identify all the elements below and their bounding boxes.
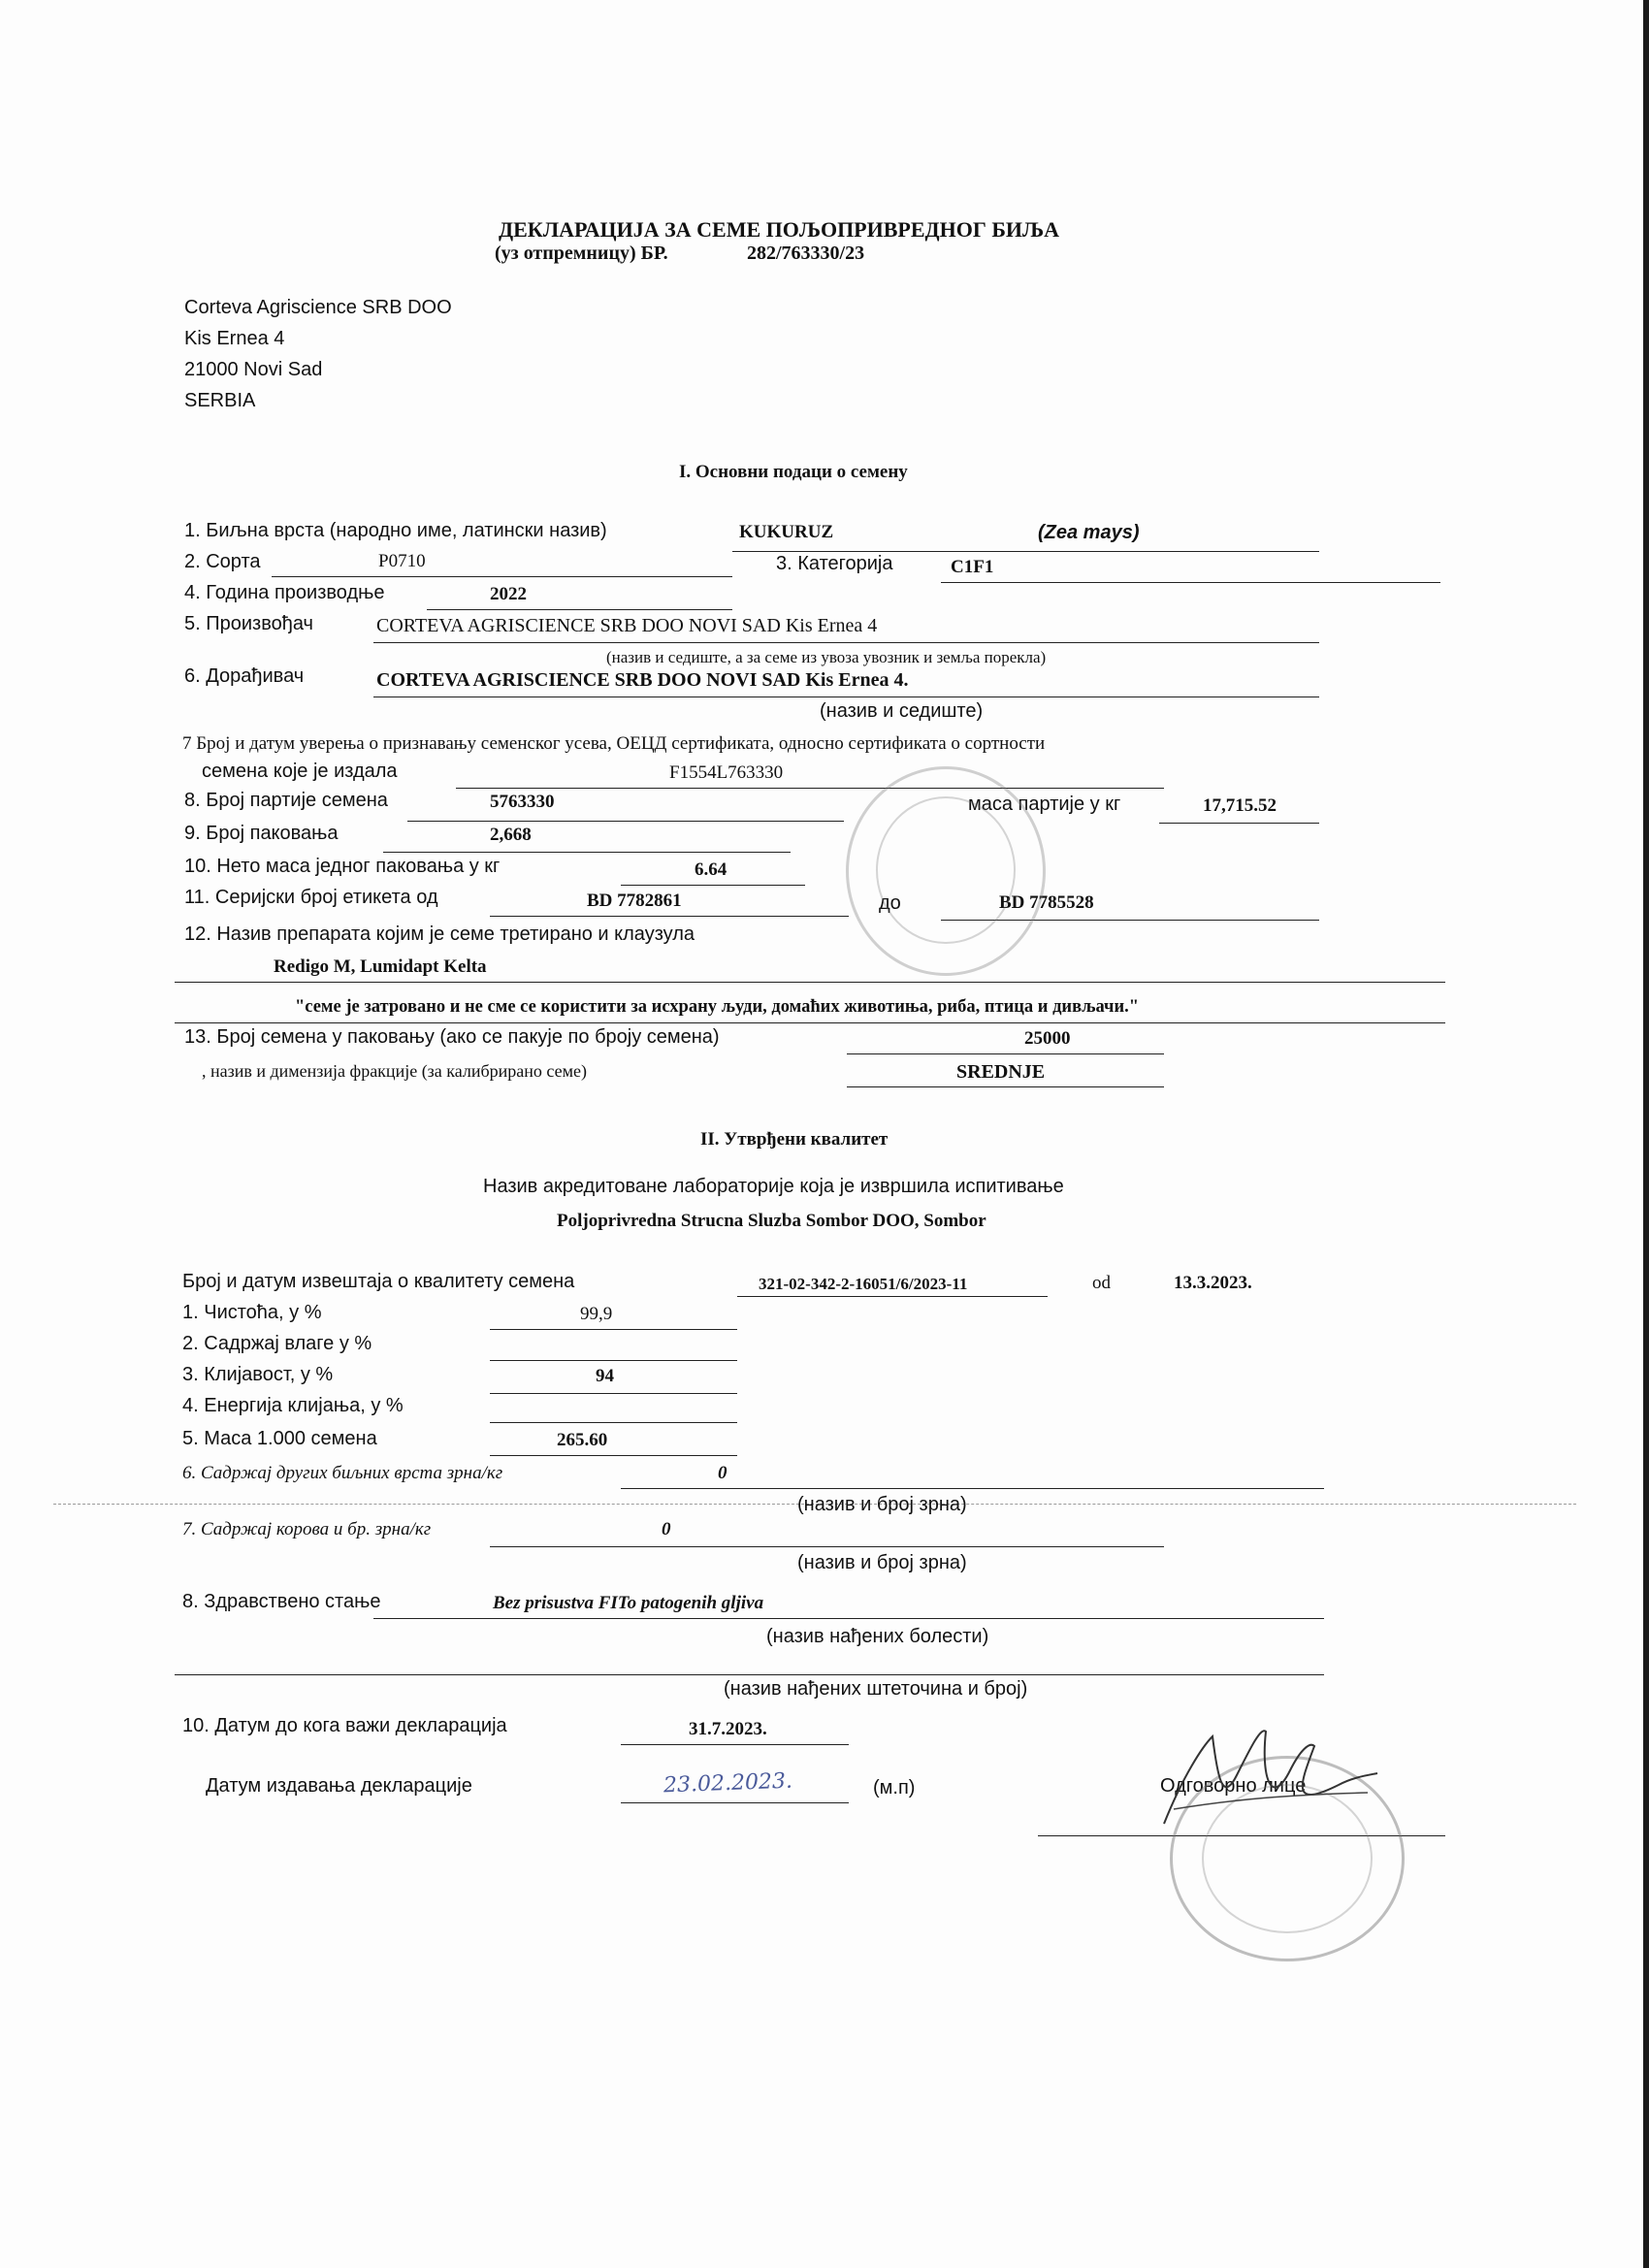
treatment-label: 12. Назив препарата којим је семе третирано и клаузула <box>184 923 695 945</box>
fraction-value: SREDNJE <box>956 1061 1046 1083</box>
fraction-label: , назив и димензија фракције (за калибрирано семе) <box>202 1061 588 1081</box>
weeds-line <box>490 1546 1164 1547</box>
packages-value: 2,668 <box>490 825 532 845</box>
processor-note: (назив и седиште) <box>820 700 984 722</box>
report-label: Број и датум извештаја о квалитету семена <box>182 1271 575 1292</box>
other-species-label: 6. Садржај других биљних врста зрна/кг <box>182 1463 503 1483</box>
weeds-label: 7. Садржај корова и бр. зрна/кг <box>182 1519 432 1539</box>
processor-value: CORTEVA AGRISCIENCE SRB DOO NOVI SAD Kis Ernea 4. <box>376 669 909 691</box>
issue-line <box>621 1802 849 1803</box>
species-latin: (Zea mays) <box>1038 522 1140 543</box>
section2-title: II. Утврђени квалитет <box>700 1129 889 1150</box>
report-number: 321-02-342-2-16051/6/2023-11 <box>759 1275 968 1293</box>
variety-line <box>272 576 732 577</box>
year-line <box>427 609 732 610</box>
lot-mass-label: маса партије у кг <box>968 794 1121 815</box>
responsible-label: Одговорно лице <box>1160 1775 1307 1797</box>
treatment-clause: "семе је затровано и не сме се користити за исхрану људи, домаћих животиња, риба, птица и дивљачи." <box>295 997 1139 1017</box>
producer-line <box>373 642 1319 643</box>
report-number-line <box>737 1296 1048 1297</box>
species-label: 1. Биљна врста (народно име, латински назив) <box>184 520 607 541</box>
serial-from: BD 7782861 <box>587 891 682 911</box>
purity-line <box>490 1329 737 1330</box>
pests-line <box>175 1674 1324 1675</box>
treatment-line <box>175 982 1445 983</box>
energy-label: 4. Енергија клијања, у % <box>182 1395 404 1416</box>
moisture-label: 2. Садржај влаге у % <box>182 1333 372 1354</box>
germination-label: 3. Клијавост, у % <box>182 1364 334 1385</box>
fraction-line <box>847 1086 1164 1087</box>
packages-line <box>383 852 791 853</box>
variety-value: P0710 <box>378 551 426 571</box>
valid-value: 31.7.2023. <box>689 1719 767 1739</box>
company-city: 21000 Novi Sad <box>184 359 323 380</box>
issue-value-handwritten: 23.02.2023. <box>663 1768 793 1798</box>
lab-stamp <box>846 766 1046 976</box>
company-street: Kis Ernea 4 <box>184 328 285 349</box>
species-value: KUKURUZ <box>739 522 834 542</box>
serial-from-line <box>490 916 849 917</box>
net-mass-line <box>621 885 805 886</box>
issue-label: Датум издавања декларације <box>206 1775 472 1797</box>
processor-label: 6. Дорађивач <box>184 665 305 687</box>
purity-value: 99,9 <box>580 1304 613 1324</box>
pests-note: (назив нађених штеточина и број) <box>724 1678 1028 1700</box>
other-species-note: (назив и број зрна) <box>797 1494 967 1515</box>
category-value: C1F1 <box>951 557 994 577</box>
variety-label: 2. Сорта <box>184 551 261 572</box>
seeds-per-pack-label: 13. Број семена у паковању (ако се пакује по броју семена) <box>184 1026 720 1048</box>
cert-value: F1554L763330 <box>669 762 784 783</box>
purity-label: 1. Чистоћа, у % <box>182 1302 322 1323</box>
lot-label: 8. Број партије семена <box>184 790 388 811</box>
treatment-clause-line <box>175 1022 1445 1023</box>
tkw-line <box>490 1455 737 1456</box>
lab-label: Назив акредитоване лабораторије која је извршила испитивање <box>483 1176 1064 1197</box>
serial-to: BD 7785528 <box>999 892 1094 913</box>
health-line <box>373 1618 1324 1619</box>
energy-line <box>490 1422 737 1423</box>
net-mass-label: 10. Нето маса једног паковања у кг <box>184 856 501 877</box>
year-value: 2022 <box>490 584 527 604</box>
serial-label: 11. Серијски број етикета од <box>184 887 438 908</box>
year-label: 4. Година производње <box>184 582 385 603</box>
health-note: (назив нађених болести) <box>766 1626 989 1647</box>
weeds-value: 0 <box>662 1519 671 1539</box>
lot-value: 5763330 <box>490 792 555 812</box>
seeds-per-pack-line <box>847 1053 1164 1054</box>
serial-to-label: до <box>879 892 901 914</box>
treatment-value: Redigo M, Lumidapt Kelta <box>274 956 487 977</box>
lot-mass-value: 17,715.52 <box>1203 795 1277 816</box>
category-line <box>941 582 1440 583</box>
moisture-line <box>490 1360 737 1361</box>
mp-label: (м.п) <box>873 1777 916 1798</box>
health-value: Bez prisustva FITo patogenih gljiva <box>493 1593 764 1613</box>
report-date: 13.3.2023. <box>1174 1273 1252 1293</box>
species-line <box>732 551 1319 552</box>
report-od: od <box>1092 1273 1111 1293</box>
signature <box>1145 1717 1387 1853</box>
document-number: 282/763330/23 <box>747 243 865 264</box>
health-label: 8. Здравствено стање <box>182 1591 381 1612</box>
lot-mass-line <box>1159 823 1319 824</box>
germination-value: 94 <box>596 1366 614 1386</box>
packages-label: 9. Број паковања <box>184 823 339 844</box>
weeds-note: (назив и број зрна) <box>797 1552 967 1573</box>
valid-label: 10. Датум до кога важи декларација <box>182 1715 507 1736</box>
lot-line <box>407 821 844 822</box>
producer-value: CORTEVA AGRISCIENCE SRB DOO NOVI SAD Kis Ernea 4 <box>376 615 878 636</box>
seeds-per-pack-value: 25000 <box>1024 1028 1071 1049</box>
other-species-line <box>621 1488 1324 1489</box>
company-country: SERBIA <box>184 390 256 411</box>
document-title: ДЕКЛАРАЦИЈА ЗА СЕМЕ ПОЉОПРИВРЕДНОГ БИЉА <box>499 217 1059 242</box>
tkw-value: 265.60 <box>557 1430 608 1450</box>
company-name: Corteva Agriscience SRB DOO <box>184 297 452 318</box>
document-subtitle-label: (уз отпремницу) БР. <box>495 243 668 264</box>
lab-value: Poljoprivredna Strucna Sluzba Sombor DOO, Sombor <box>557 1211 986 1231</box>
section1-title: I. Основни подаци о семену <box>679 462 908 482</box>
producer-note: (назив и седиште, а за семе из увоза увозник и земља порекла) <box>606 648 1047 666</box>
other-species-value: 0 <box>718 1463 728 1483</box>
cert-label-line2: семена које је издала <box>202 761 398 782</box>
scan-edge <box>1643 0 1649 2268</box>
germination-line <box>490 1393 737 1394</box>
net-mass-value: 6.64 <box>695 859 728 880</box>
cert-line <box>456 788 1164 789</box>
valid-line <box>621 1744 849 1745</box>
category-label: 3. Категорија <box>776 553 893 574</box>
tkw-label: 5. Маса 1.000 семена <box>182 1428 377 1449</box>
producer-label: 5. Произвођач <box>184 613 313 634</box>
cert-label-line1: 7 Број и датум уверења о признавању семенског усева, ОЕЦД сертификата, односно сертификата о сортности <box>182 733 1046 754</box>
